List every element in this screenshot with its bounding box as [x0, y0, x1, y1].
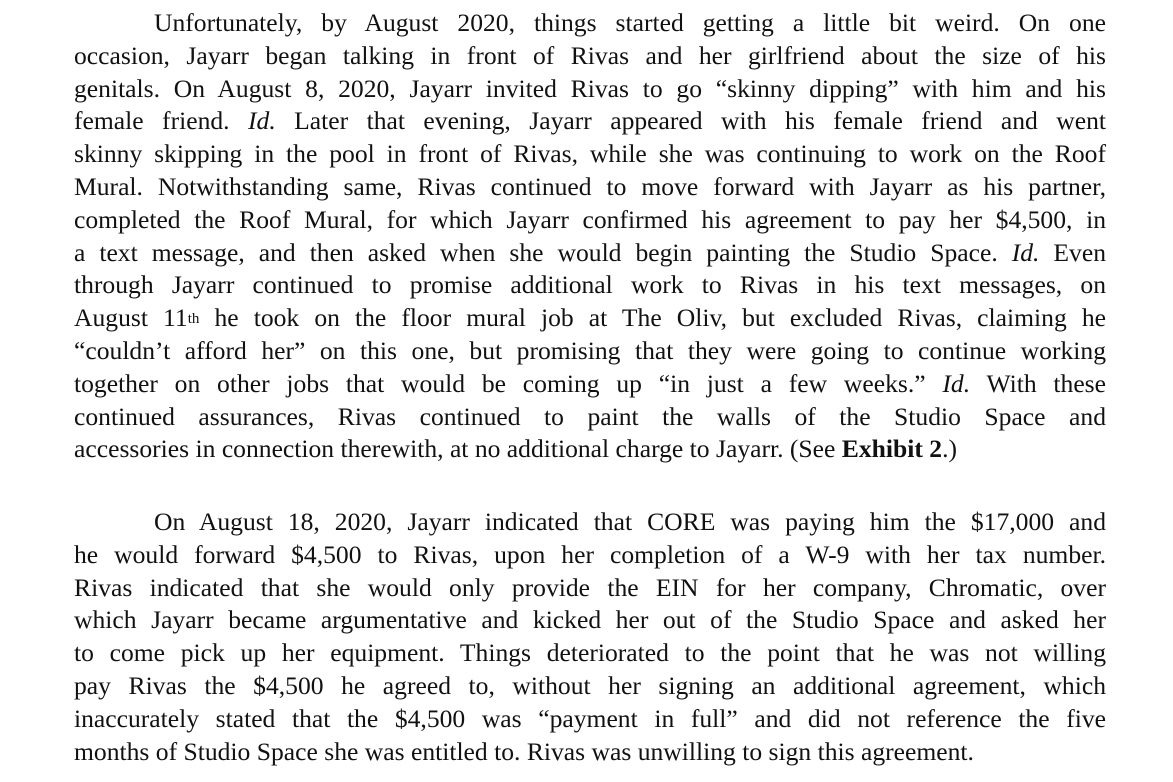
paragraph-2-line: he would forward $4,500 to Rivas, upon her completion of a W-9 with her tax number.	[74, 539, 1106, 569]
line-text: Later that evening, Jayarr appeared with his female friend and went	[294, 106, 1106, 136]
paragraph-1-line: continued assurances, Rivas continued to paint the walls of the Studio Space and	[74, 401, 1106, 431]
paragraph-1-line	[74, 105, 1106, 138]
paragraph-1-line: through Jayarr continued to promise additional work to Rivas in his text messages, on	[74, 270, 1106, 300]
line-text: together on other jobs that would be coming up “in just a few weeks.”	[74, 368, 926, 398]
line-text: female friend.	[74, 106, 230, 136]
paragraph-1-line: genitals. On August 8, 2020, Jayarr invited Rivas to go “skinny dipping” with him and his	[74, 73, 1106, 103]
ordinal-suffix: th	[187, 311, 200, 328]
line-text	[74, 303, 199, 332]
line-text: accessories in connection therewith, at no additional charge to Jayarr. (See	[74, 434, 836, 464]
date-text: August 11	[74, 303, 188, 333]
paragraph-1-line	[74, 302, 1106, 335]
line-text: .)	[942, 434, 957, 464]
paragraph-2-line: months of Studio Space she was entitled to. Rivas was unwilling to sign this agreement.	[74, 736, 974, 766]
paragraph-1-line: occasion, Jayarr began talking in front of Rivas and her girlfriend about the size of his	[74, 40, 1106, 70]
paragraph-1-line: “couldn’t afford her” on this one, but promising that they were going to continue working	[74, 335, 1106, 365]
paragraph-2-line: On August 18, 2020, Jayarr indicated that CORE was paying him the $17,000 and	[154, 507, 1106, 536]
paragraph-2-line: to come pick up her equipment. Things deteriorated to the point that he was not willing	[74, 638, 1106, 668]
id-citation: Id.	[1011, 237, 1040, 267]
paragraph-2	[74, 506, 1106, 768]
id-citation: Id.	[248, 106, 276, 136]
paragraph-1	[74, 7, 1106, 466]
paragraph-1-line: completed the Roof Mural, for which Jayarr confirmed his agreement to pay her $4,500, in	[74, 204, 1106, 234]
paragraph-1-line: skinny skipping in the pool in front of Rivas, while she was continuing to work on the Roof	[74, 139, 1106, 169]
line-text: Even	[1053, 237, 1106, 267]
paragraph-2-line: pay Rivas the $4,500 he agreed to, without her signing an additional agreement, which	[74, 670, 1106, 700]
paragraph-1-line	[74, 237, 1106, 270]
paragraph-2-line: which Jayarr became argumentative and kicked her out of the Studio Space and asked her	[74, 605, 1106, 635]
id-citation: Id.	[942, 368, 971, 398]
paragraph-1-line: Unfortunately, by August 2020, things started getting a little bit weird. On one	[154, 8, 1106, 37]
paragraph-1-line	[74, 433, 1106, 466]
paragraph-1-line: Mural. Notwithstanding same, Rivas continued to move forward with Jayarr as his partner,	[74, 171, 1106, 201]
paragraph-2-line: Rivas indicated that she would only provide the EIN for her company, Chromatic, over	[74, 572, 1106, 602]
paragraph-2-line: inaccurately stated that the $4,500 was “payment in full” and did not reference the five	[74, 703, 1106, 733]
exhibit-reference: Exhibit 2	[841, 434, 943, 464]
line-text: With these	[986, 368, 1107, 398]
line-text: a text message, and then asked when she would begin painting the Studio Space.	[74, 237, 998, 267]
line-text: he took on the floor mural job at The Oliv, but excluded Rivas, claiming he	[214, 303, 1106, 333]
paragraph-1-line	[74, 368, 1106, 401]
